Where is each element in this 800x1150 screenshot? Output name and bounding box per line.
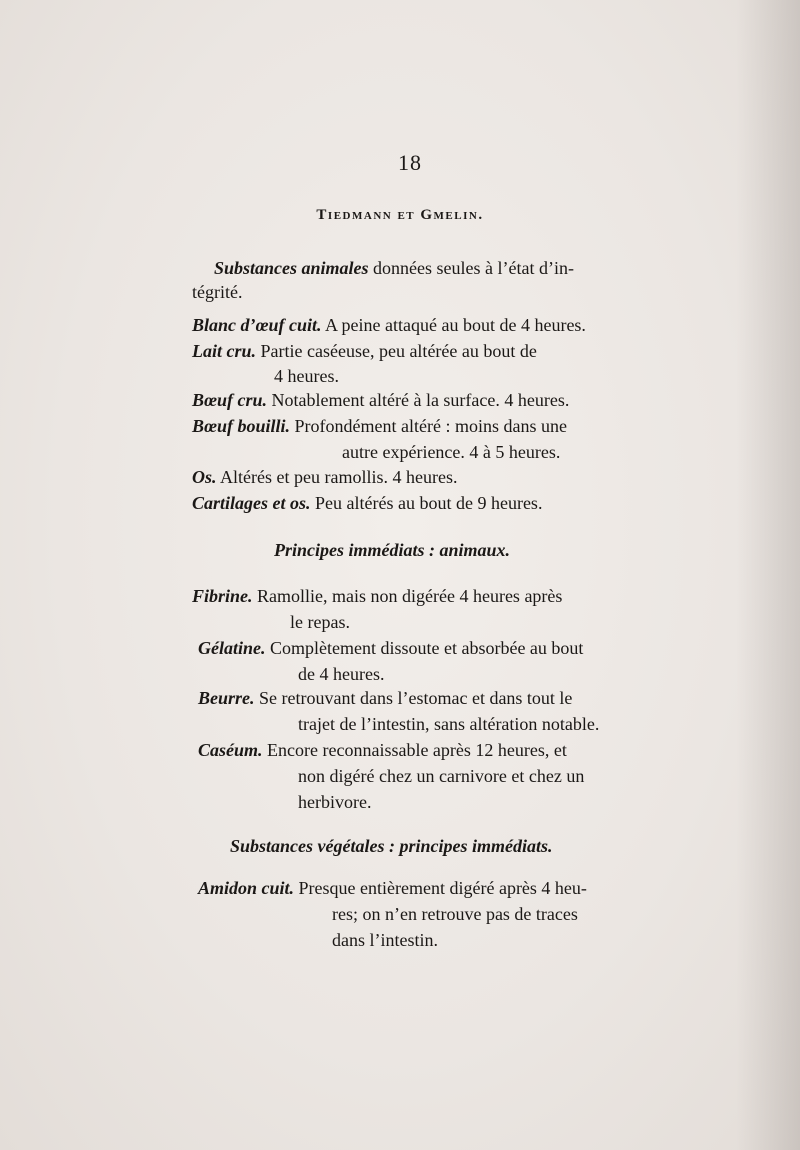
entry-beurre — [198, 688, 572, 709]
entry-text: Complètement dissoute et absorbée au bout — [265, 638, 584, 658]
running-head — [0, 207, 800, 224]
entry-boeuf-bouilli — [192, 416, 567, 437]
entry-continuation: res; on n’en retrouve pas de traces — [332, 904, 578, 924]
entry-boeuf-cru — [192, 390, 569, 411]
entry-term: Beurre. — [198, 688, 255, 708]
section1-intro-term: Substances animales — [214, 258, 369, 278]
entry-continuation: 4 heures. — [274, 366, 339, 386]
entry-term: Lait cru. — [192, 341, 257, 361]
section1-intro-line1 — [214, 258, 574, 279]
entry-gelatine — [198, 638, 583, 659]
entry-fibrine — [192, 586, 562, 607]
entry-text: Partie caséeuse, peu altérée au bout de — [256, 341, 537, 361]
entry-continuation: trajet de l’intestin, sans altération notable. — [298, 714, 600, 734]
entry-continuation: dans l’intestin. — [332, 930, 438, 950]
entry-term: Cartilages et os. — [192, 493, 311, 513]
page-number: 18 — [398, 150, 422, 175]
entry-term: Gélatine. — [198, 638, 266, 658]
section3-heading: Substances végétales : principes immédiats. — [230, 836, 553, 856]
entry-caseum — [198, 740, 567, 761]
section1-intro-line2: tégrité. — [192, 282, 243, 302]
entry-term: Bœuf cru. — [192, 390, 268, 410]
entry-term: Os. — [192, 467, 217, 487]
entry-term: Blanc d’œuf cuit. — [192, 315, 322, 335]
entry-continuation: non digéré chez un carnivore et chez un — [298, 766, 585, 786]
entry-lait-cru — [192, 341, 537, 362]
entry-blanc-doeuf — [192, 315, 586, 336]
entry-term: Bœuf bouilli. — [192, 416, 291, 436]
entry-text: Se retrouvant dans l’estomac et dans tout le — [254, 688, 573, 708]
running-head-text: Tiedmann et Gmelin. — [316, 207, 484, 223]
entry-text: Profondément altéré : moins dans une — [290, 416, 567, 436]
entry-os — [192, 467, 457, 488]
entry-text: A peine attaqué au bout de 4 heures. — [321, 315, 586, 335]
entry-text: Notablement altéré à la surface. 4 heures. — [267, 390, 570, 410]
entry-text: Altérés et peu ramollis. 4 heures. — [216, 467, 458, 487]
entry-text: Ramollie, mais non digérée 4 heures après — [252, 586, 563, 606]
entry-text: Presque entièrement digéré après 4 heu- — [294, 878, 587, 898]
entry-continuation: herbivore. — [298, 792, 372, 812]
entry-text: Encore reconnaissable après 12 heures, et — [262, 740, 567, 760]
entry-continuation: le repas. — [290, 612, 350, 632]
entry-continuation: de 4 heures. — [298, 664, 385, 684]
section1-intro-text: données seules à l’état d’in- — [368, 258, 574, 278]
entry-continuation: autre expérience. 4 à 5 heures. — [342, 442, 561, 462]
entry-text: Peu altérés au bout de 9 heures. — [310, 493, 543, 513]
entry-cartilages — [192, 493, 542, 514]
entry-term: Fibrine. — [192, 586, 253, 606]
entry-amidon-cuit — [198, 878, 587, 899]
entry-term: Amidon cuit. — [198, 878, 295, 898]
section2-heading: Principes immédiats : animaux. — [274, 540, 511, 560]
entry-term: Caséum. — [198, 740, 263, 760]
